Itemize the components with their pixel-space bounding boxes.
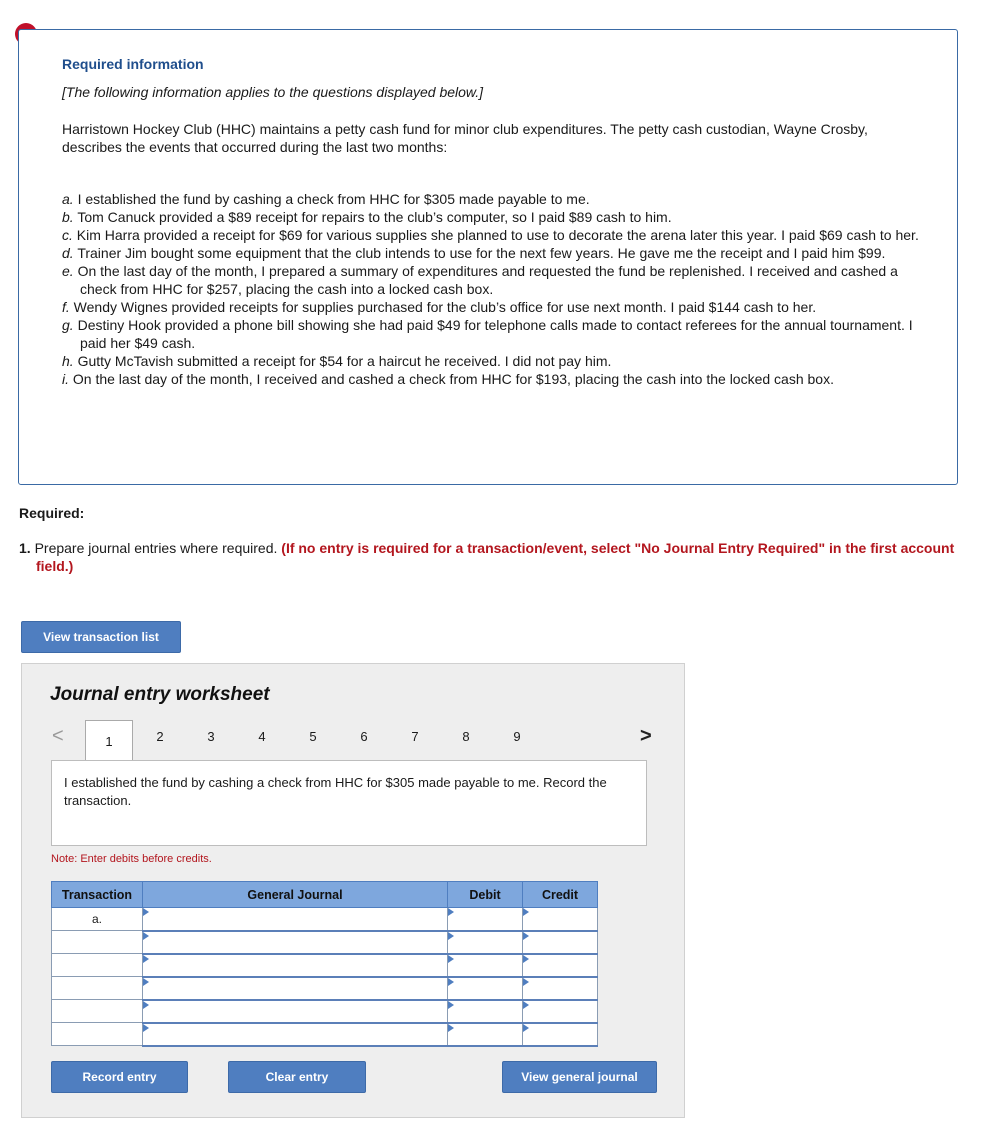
info-intro: Harristown Hockey Club (HHC) maintains a petty cash fund for minor club expenditures. The petty cash custodian, Wayne Crosby, describes the events that occurred during the last two months: — [62, 121, 868, 155]
account-select[interactable] — [143, 1000, 448, 1023]
event-item: i. On the last day of the month, I received and cashed a check from HHC for $193, placing the cash into the locked cash box. — [62, 371, 834, 387]
account-select[interactable] — [143, 931, 448, 954]
chevron-right-icon[interactable]: > — [640, 725, 652, 747]
account-select[interactable] — [143, 1023, 448, 1046]
clear-entry-button[interactable]: Clear entry — [228, 1061, 366, 1093]
debit-input[interactable] — [448, 977, 523, 1000]
credit-input[interactable] — [523, 954, 598, 977]
table-row — [52, 1023, 598, 1046]
event-item: d. Trainer Jim bought some equipment that the club intends to use for the next few years. He gave me the receipt and I paid him $99. — [62, 245, 886, 261]
view-transaction-list-button[interactable]: View transaction list — [21, 621, 181, 653]
tab-1[interactable]: 1 — [85, 720, 133, 762]
tab-3[interactable]: 3 — [207, 728, 215, 744]
record-entry-button[interactable]: Record entry — [51, 1061, 188, 1093]
transaction-cell — [52, 954, 143, 977]
table-row — [52, 931, 598, 954]
event-item: b. Tom Canuck provided a $89 receipt for repairs to the club’s computer, so I paid $89 cash to him. — [62, 209, 672, 225]
credit-input[interactable] — [523, 977, 598, 1000]
event-item: a. I established the fund by cashing a check from HHC for $305 made payable to me. — [62, 191, 590, 207]
worksheet-title: Journal entry worksheet — [50, 684, 270, 705]
debit-input[interactable] — [448, 1000, 523, 1023]
tab-6[interactable]: 6 — [360, 728, 368, 744]
tab-4[interactable]: 4 — [258, 728, 266, 744]
account-select[interactable] — [143, 954, 448, 977]
header-debit: Debit — [448, 882, 523, 908]
table-row — [52, 977, 598, 1000]
credit-input[interactable] — [523, 908, 598, 931]
debit-input[interactable] — [448, 908, 523, 931]
instruction-note: (If no entry is required for a transaction/event, select "No Journal Entry Required" in the first account field.) — [36, 540, 955, 574]
transaction-cell: a. — [52, 908, 143, 931]
credit-input[interactable] — [523, 1023, 598, 1046]
transaction-cell — [52, 931, 143, 954]
chevron-left-icon[interactable]: < — [52, 725, 64, 747]
header-transaction: Transaction — [52, 882, 143, 908]
debit-input[interactable] — [448, 954, 523, 977]
event-item: e. On the last day of the month, I prepared a summary of expenditures and requested the fund be replenished. I received and cashed a check from HHC for $257, placing the cash into a locked cash box. — [62, 263, 898, 297]
debit-input[interactable] — [448, 931, 523, 954]
instruction-text: 1. Prepare journal entries where required. (If no entry is required for a transaction/event, select "No Journal Entry Required" in the first account field.) — [19, 540, 955, 574]
transaction-cell — [52, 977, 143, 1000]
tab-5[interactable]: 5 — [309, 728, 317, 744]
required-information-panel — [18, 29, 958, 485]
account-select[interactable] — [143, 908, 448, 931]
header-credit: Credit — [523, 882, 598, 908]
event-item: h. Gutty McTavish submitted a receipt for $54 for a haircut he received. I did not pay him. — [62, 353, 612, 369]
tab-9[interactable]: 9 — [513, 728, 521, 744]
table-row — [52, 1000, 598, 1023]
tab-2[interactable]: 2 — [156, 728, 164, 744]
account-select[interactable] — [143, 977, 448, 1000]
transaction-cell — [52, 1000, 143, 1023]
required-heading: Required: — [19, 505, 85, 521]
event-item: f. Wendy Wignes provided receipts for supplies purchased for the club’s office for use next month. I paid $144 cash to her. — [62, 299, 817, 315]
table-row — [52, 908, 598, 931]
tab-7[interactable]: 7 — [411, 728, 419, 744]
transaction-cell — [52, 1023, 143, 1046]
info-subtitle: [The following information applies to the questions displayed below.] — [62, 84, 484, 100]
table-header-row — [52, 882, 598, 908]
journal-table — [51, 881, 598, 1047]
info-title: Required information — [62, 56, 204, 72]
debits-note: Note: Enter debits before credits. — [51, 853, 212, 865]
event-list — [62, 190, 922, 388]
event-item: g. Destiny Hook provided a phone bill showing she had paid $49 for telephone calls made to contact referees for the annual tournament. I paid her $49 cash. — [62, 317, 913, 351]
event-item: c. Kim Harra provided a receipt for $69 for various supplies she planned to use to decorate the arena later this year. I paid $69 cash to her. — [62, 227, 919, 243]
view-general-journal-button[interactable]: View general journal — [502, 1061, 657, 1093]
tab-8[interactable]: 8 — [462, 728, 470, 744]
journal-entry-worksheet — [21, 663, 685, 1118]
table-row — [52, 954, 598, 977]
transaction-prompt: I established the fund by cashing a check from HHC for $305 made payable to me. Record the transaction. — [51, 760, 647, 846]
header-general-journal: General Journal — [143, 882, 448, 908]
credit-input[interactable] — [523, 1000, 598, 1023]
debit-input[interactable] — [448, 1023, 523, 1046]
credit-input[interactable] — [523, 931, 598, 954]
